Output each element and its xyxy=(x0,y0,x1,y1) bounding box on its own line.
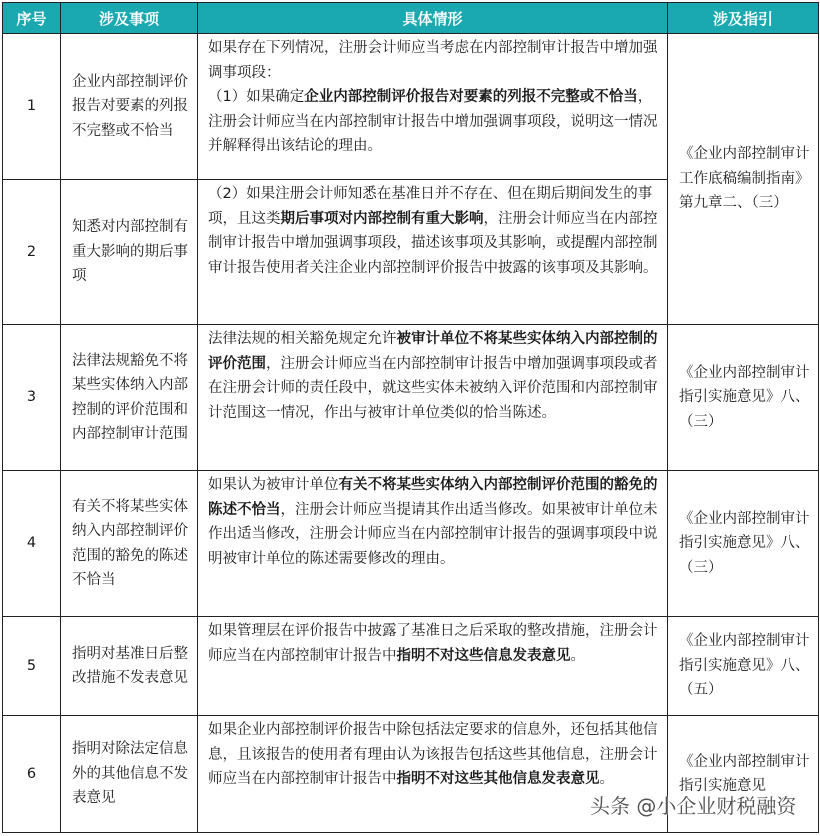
row-description xyxy=(198,325,668,471)
desc-emphasis: 指明不对这些信息发表意见 xyxy=(396,647,571,664)
row-item: 指明对除法定信息外的其他信息不发表意见 xyxy=(61,716,198,833)
watermark: 头条 @小企业财税融资 xyxy=(590,794,797,818)
audit-guidance-table xyxy=(2,2,819,833)
desc-paragraph: 如果存在下列情况，注册会计师应当考虑在内部控制审计报告中增加强调事项段： xyxy=(208,40,658,81)
row-reference: 《企业内部控制审计指引实施意见》八、（五） xyxy=(668,617,819,716)
desc-emphasis: 企业内部控制评价报告对要素的列报不完整或不恰当 xyxy=(304,89,638,105)
header-reference: 涉及指引 xyxy=(668,3,819,34)
row-index: 6 xyxy=(3,716,61,833)
header-item: 涉及事项 xyxy=(61,3,198,34)
row-item: 知悉对内部控制有重大影响的期后事项 xyxy=(61,180,198,325)
row-description xyxy=(198,34,668,180)
row-index: 1 xyxy=(3,34,61,180)
desc-text: 如果企业内部控制评价报告中除包括法定要求的信息外，还包括其他信息，且该报告的使用者有理由认为该报告包括这些其他信息，注册会计师应当在内部控制审计报告中 xyxy=(208,722,658,787)
desc-text: 。 xyxy=(599,771,614,787)
desc-emphasis: 期后事项对内部控制有重大影响 xyxy=(280,210,484,227)
desc-paragraph xyxy=(208,85,661,159)
desc-text: ，注册会计师应当在内部控制审计报告中增加强调事项段，说明这一情况并解释得出该结论的理由。 xyxy=(208,89,658,154)
desc-text: 如果管理层在评价报告中披露了基准日之后采取的整改措施，注册会计师应当在内部控制审计报告中 xyxy=(208,623,658,664)
row-index: 4 xyxy=(3,471,61,617)
desc-emphasis: 指明不对这些其他信息发表意见 xyxy=(396,771,600,787)
row-item: 有关不将某些实体纳入内部控制评价范围的豁免的陈述不恰当 xyxy=(61,471,198,617)
row-reference: 《企业内部控制审计工作底稿编制指南》第九章二、（三） xyxy=(668,34,819,325)
row-index: 2 xyxy=(3,180,61,325)
header-index: 序号 xyxy=(3,3,61,34)
desc-text: ，注册会计师应当在内部控制审计报告中增加强调事项段或者在注册会计师的责任段中，就这些实体未被纳入评价范围和内部控制审计范围这一情况，作出与被审计单位类似的恰当陈述。 xyxy=(208,355,658,421)
row-reference: 《企业内部控制审计指引实施意见 xyxy=(668,716,819,833)
row-item: 法律法规豁免不将某些实体纳入内部控制的评价范围和内部控制审计范围 xyxy=(61,325,198,471)
desc-text: （1）如果确定 xyxy=(208,89,305,105)
row-reference: 《企业内部控制审计指引实施意见》八、（三） xyxy=(668,471,819,617)
row-description xyxy=(198,617,668,716)
table-row xyxy=(3,471,819,617)
row-item: 指明对基准日后整改措施不发表意见 xyxy=(61,617,198,716)
table-row xyxy=(3,325,819,471)
desc-text: 法律法规的相关豁免规定允许 xyxy=(208,331,397,347)
desc-text: 如果认为被审计单位 xyxy=(208,477,339,493)
row-item: 企业内部控制评价报告对要素的列报不完整或不恰当 xyxy=(61,34,198,180)
table-header-row xyxy=(3,3,819,34)
row-description xyxy=(198,471,668,617)
row-reference: 《企业内部控制审计指引实施意见》八、（三） xyxy=(668,325,819,471)
desc-text: （2）如果注册会计师知悉在基准日并不存在、但在期后期间发生的事项，且这类 xyxy=(208,186,653,227)
row-description xyxy=(198,180,668,325)
desc-text: ，注册会计师应当提请其作出适当修改。如果被审计单位未作出适当修改，注册会计师应当在内部控制审计报告的强调事项段中说明被审计单位的陈述需要修改的理由。 xyxy=(208,501,658,567)
row-index: 5 xyxy=(3,617,61,716)
desc-emphasis: 有关不将某些实体纳入内部控制评价范围的豁免的陈述不恰当 xyxy=(208,477,658,518)
desc-emphasis: 被审计单位不将某些实体纳入内部控制的评价范围 xyxy=(208,331,658,372)
header-description: 具体情形 xyxy=(198,3,668,34)
desc-text: 。 xyxy=(570,647,585,664)
row-index: 3 xyxy=(3,325,61,471)
table-row xyxy=(3,34,819,180)
desc-text: ，注册会计师应当在内部控制审计报告中增加强调事项段，描述该事项及其影响，或提醒内部控制审计报告使用者关注企业内部控制评价报告中披露的该事项及其影响。 xyxy=(208,210,658,276)
table-row xyxy=(3,617,819,716)
